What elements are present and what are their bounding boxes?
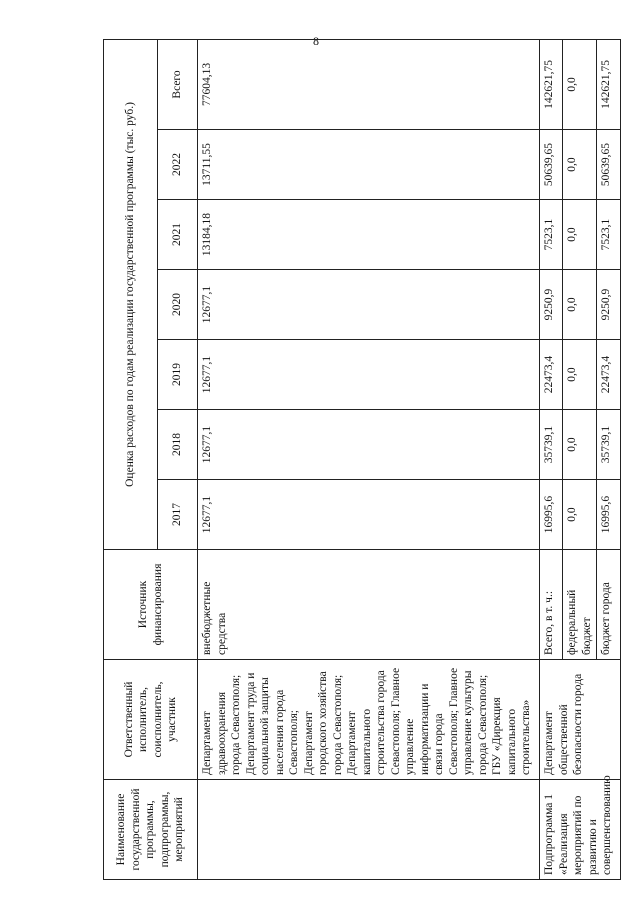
- value-cell: 0,0: [563, 200, 597, 270]
- value-cell: 22473,4: [597, 340, 621, 410]
- value-cell: 0,0: [563, 410, 597, 480]
- value-cell: 13711,55: [198, 130, 540, 200]
- header-source: Источник финансирования: [104, 550, 198, 660]
- value-cell: 0,0: [563, 480, 597, 550]
- value-cell: 12677,1: [198, 270, 540, 340]
- value-cell: 142621,75: [540, 39, 563, 129]
- value-cell: 12677,1: [198, 480, 540, 550]
- year-2018: 2018: [158, 410, 198, 480]
- year-total: Всего: [158, 39, 198, 129]
- header-executor: Ответственный исполнитель, соисполнитель, участник: [104, 660, 198, 780]
- header-name: Наименование государственной программы, подпрограммы, мероприятий: [104, 780, 198, 880]
- value-cell: 77604,13: [198, 39, 540, 129]
- row-executor: Департамент общественной безопасности города: [540, 660, 621, 780]
- value-cell: 35739,1: [540, 410, 563, 480]
- row-name: Подпрограмма 1 «Реализация мероприятий по развитию и совершенствованию: [540, 780, 621, 880]
- value-cell: 12677,1: [198, 340, 540, 410]
- value-cell: 9250,9: [597, 270, 621, 340]
- row-source: бюджет города: [597, 550, 621, 660]
- value-cell: 0,0: [563, 130, 597, 200]
- value-cell: 16995,6: [540, 480, 563, 550]
- header-estimate: Оценка расходов по годам реализации государственной программы (тыс. руб.): [104, 39, 158, 549]
- page-number: 8: [313, 34, 319, 48]
- budget-table: [103, 39, 621, 880]
- row-source: федеральный бюджет: [563, 550, 597, 660]
- value-cell: 0,0: [563, 39, 597, 129]
- value-cell: 50639,65: [597, 130, 621, 200]
- value-cell: 22473,4: [540, 340, 563, 410]
- row-name: [198, 780, 540, 880]
- row-source: Всего, в т. ч.:: [540, 550, 563, 660]
- row-source: внебюджетные средства: [198, 550, 540, 660]
- value-cell: 35739,1: [597, 410, 621, 480]
- value-cell: 142621,75: [597, 39, 621, 129]
- year-2017: 2017: [158, 480, 198, 550]
- table-row: [198, 39, 540, 879]
- rotated-table-container: [103, 40, 613, 880]
- value-cell: 0,0: [563, 270, 597, 340]
- value-cell: 7523,1: [597, 200, 621, 270]
- value-cell: 7523,1: [540, 200, 563, 270]
- value-cell: 13184,18: [198, 200, 540, 270]
- value-cell: 0,0: [563, 340, 597, 410]
- row-executor: Департамент здравоохранения города Севастополя; Департамент труда и социальной защиты населения города Севастополя; Департамент городского хозяйства города Севастополя; Департамент капитального строительства города Севастополя; Главное управление информатизации и связи города Севастополя; Главное управление культуры города Севастополя; ГБУ «Дирекция капитального строительства»: [198, 660, 540, 780]
- year-2021: 2021: [158, 200, 198, 270]
- year-2019: 2019: [158, 340, 198, 410]
- year-2022: 2022: [158, 130, 198, 200]
- value-cell: 16995,6: [597, 480, 621, 550]
- year-2020: 2020: [158, 270, 198, 340]
- value-cell: 50639,65: [540, 130, 563, 200]
- value-cell: 12677,1: [198, 410, 540, 480]
- value-cell: 9250,9: [540, 270, 563, 340]
- table-row: [540, 39, 563, 879]
